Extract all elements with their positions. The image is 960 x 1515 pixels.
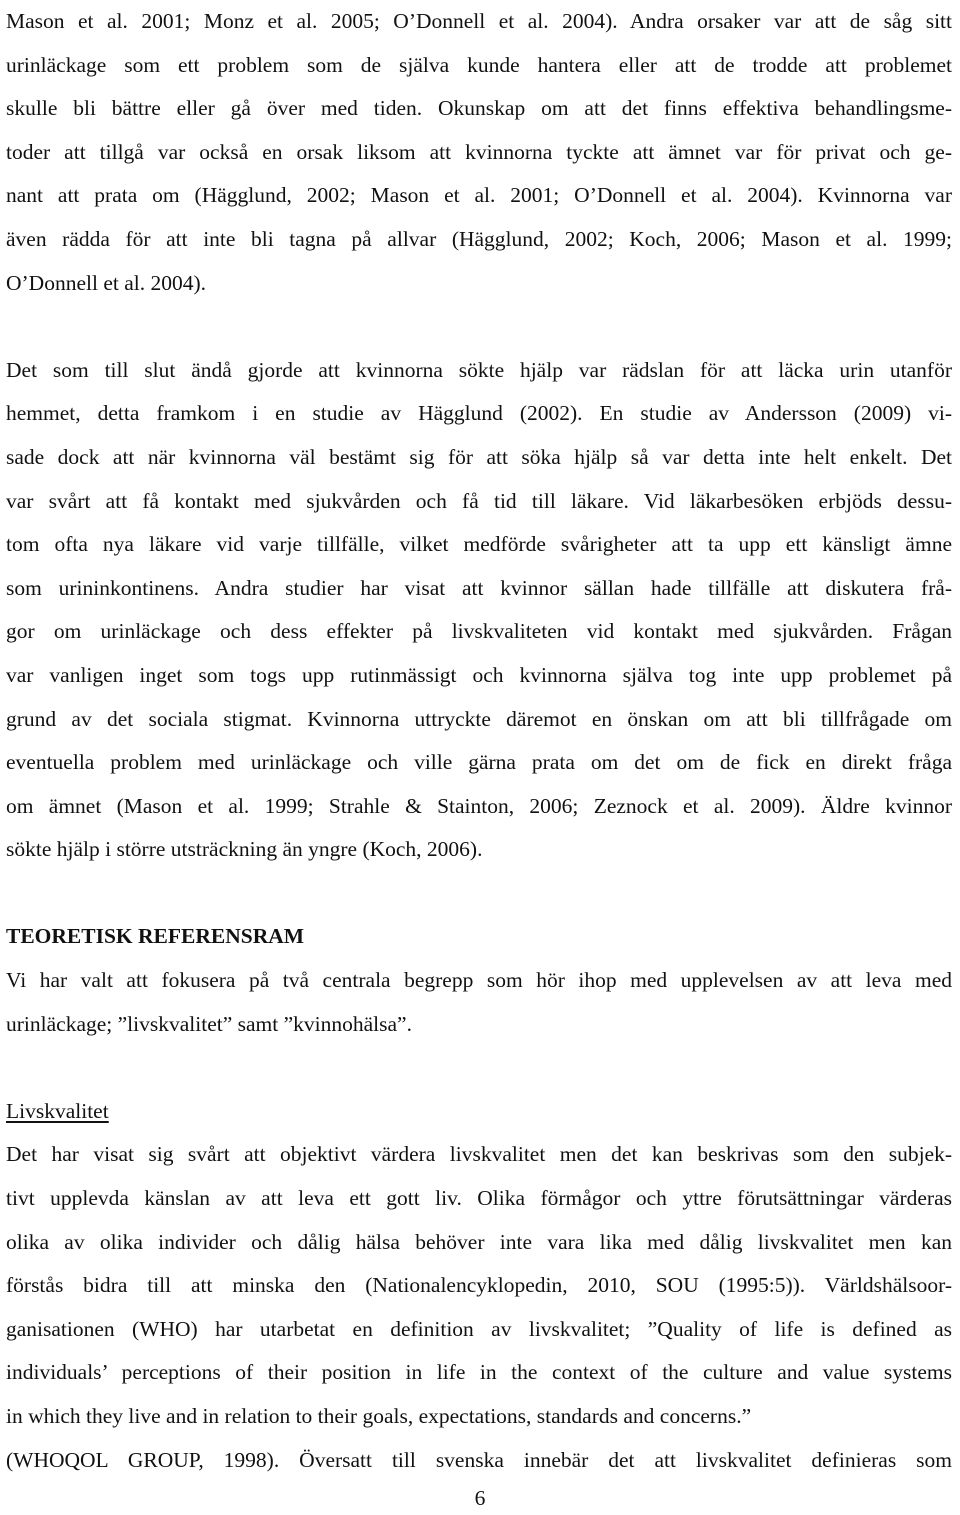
section-heading: TEORETISK REFERENSRAM xyxy=(6,924,305,949)
text-line: var svårt att få kontakt med sjukvården och få tid till läkare. Vid läkarbesöken erbjöds dessu- xyxy=(6,488,952,513)
text-line: ganisationen (WHO) har utarbetat en definition av livskvalitet; ”Quality of life is defined as xyxy=(6,1316,952,1341)
text-line: gor om urinläckage och dess effekter på livskvaliteten vid kontakt med sjukvården. Frågan xyxy=(6,619,952,644)
text-line: som urininkontinens. Andra studier har visat att kvinnor sällan hade tillfälle att diskutera frå- xyxy=(6,575,952,600)
page-number: 6 xyxy=(474,1486,486,1510)
text-line: sade dock att när kvinnorna väl bestämt sig för att söka hjälp så var detta inte helt enkelt. Det xyxy=(6,444,952,469)
text-line: även rädda för att inte bli tagna på allvar (Hägglund, 2002; Koch, 2006; Mason et al. 1999; xyxy=(6,226,952,251)
paragraph-spacer xyxy=(6,305,952,349)
text-line: sökte hjälp i större utsträckning än yngre (Koch, 2006). xyxy=(6,837,483,862)
text-line: förstås bidra till att minska den (Nationalencyklopedin, 2010, SOU (1995:5)). Världshälsoor- xyxy=(6,1273,952,1298)
text-line: var vanligen inget som togs upp rutinmässigt och kvinnorna själva tog inte upp problemet på xyxy=(6,662,952,687)
text-line: tom ofta nya läkare vid varje tillfälle, vilket medförde svårigheter att ta upp ett känsligt ämne xyxy=(6,532,952,557)
text-line: eventuella problem med urinläckage och ville gärna prata om det om de fick en direkt fråga xyxy=(6,750,952,775)
text-line: in which they live and in relation to their goals, expectations, standards and concerns.” xyxy=(6,1404,752,1428)
text-line: Mason et al. 2001; Monz et al. 2005; O’Donnell et al. 2004). Andra orsaker var att de såg sitt xyxy=(6,9,952,33)
text-line: skulle bli bättre eller gå över med tiden. Okunskap om att det finns effektiva behandlingsme- xyxy=(6,96,952,121)
text-line: individuals’ perceptions of their position in life in the context of the culture and value systems xyxy=(6,1360,952,1385)
paragraph-spacer xyxy=(6,872,952,916)
text-line: toder att tillgå var också en orsak liksom att kvinnorna tyckte att ämnet var för privat och ge- xyxy=(6,139,952,164)
text-line: Det som till slut ändå gjorde att kvinnorna sökte hjälp var rädslan för att läcka urin utanför xyxy=(6,357,952,382)
text-line: O’Donnell et al. 2004). xyxy=(6,270,207,295)
document-page xyxy=(6,0,952,1482)
text-line: urinläckage; ”livskvalitet” samt ”kvinnohälsa”. xyxy=(6,1011,412,1036)
text-line: tivt upplevda känslan av att leva ett gott liv. Olika förmågor och yttre förutsättningar värderas xyxy=(6,1186,952,1211)
subheading: Livskvalitet xyxy=(6,1098,109,1123)
paragraph-3 xyxy=(6,959,952,1046)
paragraph-spacer xyxy=(6,1046,952,1090)
paragraph-2 xyxy=(6,349,952,872)
text-line: urinläckage som ett problem som de själva kunde hantera eller att de trodde att problemet xyxy=(6,52,952,77)
text-line: om ämnet (Mason et al. 1999; Strahle & Stainton, 2006; Zeznock et al. 2009). Äldre kvinnor xyxy=(6,793,952,818)
text-line: grund av det sociala stigmat. Kvinnorna uttryckte däremot en önskan om att bli tillfrågade om xyxy=(6,706,952,731)
text-line: Vi har valt att fokusera på två centrala begrepp som hör ihop med upplevelsen av att leva med xyxy=(6,968,952,993)
text-line: nant att prata om (Hägglund, 2002; Mason et al. 2001; O’Donnell et al. 2004). Kvinnorna var xyxy=(6,183,952,208)
paragraph-4 xyxy=(6,1133,952,1482)
text-line: hemmet, detta framkom i en studie av Hägglund (2002). En studie av Andersson (2009) vi- xyxy=(6,401,952,426)
text-line: Det har visat sig svårt att objektivt värdera livskvalitet men det kan beskrivas som den subjek- xyxy=(6,1142,952,1167)
text-line: olika av olika individer och dålig hälsa behöver inte vara lika med dålig livskvalitet men kan xyxy=(6,1229,952,1254)
paragraph-1 xyxy=(6,0,952,305)
text-line: (WHOQOL GROUP, 1998). Översatt till svenska innebär det att livskvalitet definieras som xyxy=(6,1447,952,1472)
